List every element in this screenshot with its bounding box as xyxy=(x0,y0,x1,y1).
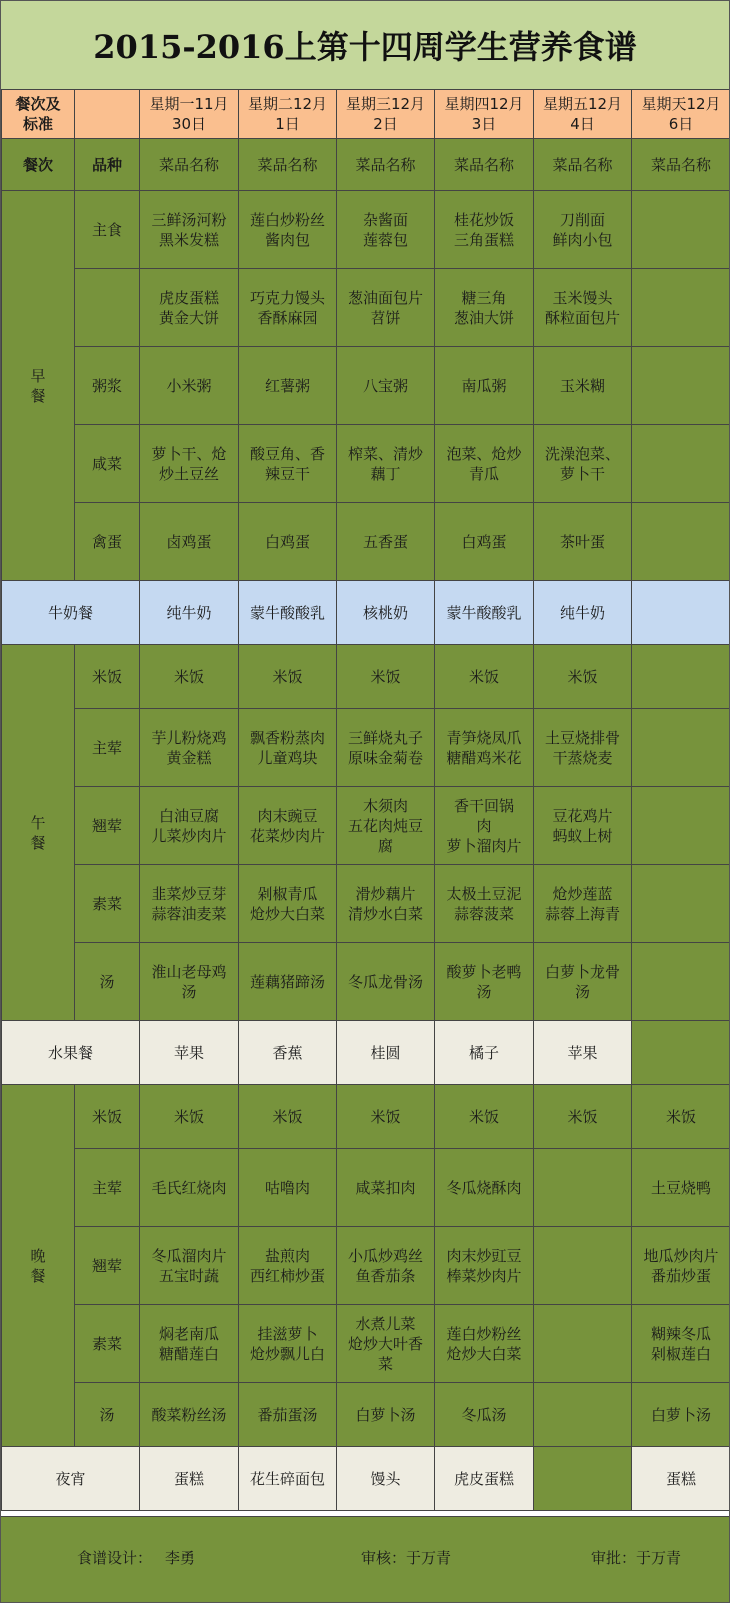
lunch-row xyxy=(2,787,731,865)
late-snack-label: 夜宵 xyxy=(2,1447,140,1511)
lunch-dish: 土豆烧排骨 干蒸烧麦 xyxy=(534,709,632,787)
breakfast-dish: 洗澡泡菜、 萝卜干 xyxy=(534,425,632,503)
milk-meal-row xyxy=(2,581,731,645)
dinner-dish xyxy=(534,1227,632,1305)
lunch-category: 汤 xyxy=(75,943,140,1021)
milk-meal-item: 蒙牛酸酸乳 xyxy=(435,581,534,645)
footer xyxy=(1,1516,729,1603)
breakfast-dish: 小米粥 xyxy=(140,347,239,425)
breakfast-dish: 三鲜汤河粉 黑米发糕 xyxy=(140,191,239,269)
approver-text: 审批：于万青 xyxy=(591,1549,682,1567)
milk-meal-item: 纯牛奶 xyxy=(140,581,239,645)
breakfast-dish: 泡菜、炝炒 青瓜 xyxy=(435,425,534,503)
lunch-dish: 白萝卜龙骨 汤 xyxy=(534,943,632,1021)
dinner-dish: 水煮儿菜 炝炒大叶香 菜 xyxy=(337,1305,435,1383)
dinner-category: 米饭 xyxy=(75,1085,140,1149)
breakfast-dish: 葱油面包片 苕饼 xyxy=(337,269,435,347)
dinner-dish: 小瓜炒鸡丝 鱼香茄条 xyxy=(337,1227,435,1305)
dinner-category: 主荤 xyxy=(75,1149,140,1227)
dinner-dish: 挂滋萝卜 炝炒飘儿白 xyxy=(239,1305,337,1383)
lunch-label: 午 餐 xyxy=(2,645,75,1021)
header-blank xyxy=(75,90,140,139)
breakfast-dish: 白鸡蛋 xyxy=(435,503,534,581)
dinner-category: 翘荤 xyxy=(75,1227,140,1305)
fruit-meal-item: 苹果 xyxy=(534,1021,632,1085)
breakfast-row xyxy=(2,347,731,425)
lunch-dish: 米饭 xyxy=(140,645,239,709)
lunch-category: 米饭 xyxy=(75,645,140,709)
page-title: 2015-2016上第十四周学生营养食谱 xyxy=(1,1,729,90)
breakfast-dish: 南瓜粥 xyxy=(435,347,534,425)
breakfast-dish: 巧克力馒头 香酥麻园 xyxy=(239,269,337,347)
dinner-dish xyxy=(534,1383,632,1447)
late-snack-row xyxy=(2,1447,731,1511)
lunch-dish: 三鲜烧丸子 原味金菊卷 xyxy=(337,709,435,787)
lunch-dish: 韭菜炒豆芽 蒜蓉油麦菜 xyxy=(140,865,239,943)
dinner-dish xyxy=(534,1149,632,1227)
breakfast-dish: 白鸡蛋 xyxy=(239,503,337,581)
lunch-row xyxy=(2,709,731,787)
breakfast-dish: 茶叶蛋 xyxy=(534,503,632,581)
fruit-meal-label: 水果餐 xyxy=(2,1021,140,1085)
late-snack-item xyxy=(534,1447,632,1511)
breakfast-dish: 糖三角 葱油大饼 xyxy=(435,269,534,347)
breakfast-dish: 八宝粥 xyxy=(337,347,435,425)
lunch-category: 翘荤 xyxy=(75,787,140,865)
breakfast-dish: 莲白炒粉丝 酱肉包 xyxy=(239,191,337,269)
lunch-row xyxy=(2,865,731,943)
lunch-dish: 飘香粉蒸肉 儿童鸡块 xyxy=(239,709,337,787)
dinner-dish: 米饭 xyxy=(140,1085,239,1149)
breakfast-dish: 卤鸡蛋 xyxy=(140,503,239,581)
category-column-header: 品种 xyxy=(75,139,140,191)
breakfast-row xyxy=(2,191,731,269)
dinner-row xyxy=(2,1305,731,1383)
dinner-row xyxy=(2,1085,731,1149)
dish-column-header: 菜品名称 xyxy=(435,139,534,191)
dinner-dish: 米饭 xyxy=(632,1085,731,1149)
lunch-dish: 米饭 xyxy=(534,645,632,709)
lunch-dish: 莲藕猪蹄汤 xyxy=(239,943,337,1021)
late-snack-item: 馒头 xyxy=(337,1447,435,1511)
fruit-meal-item xyxy=(632,1021,731,1085)
lunch-dish: 米饭 xyxy=(435,645,534,709)
breakfast-dish: 杂酱面 莲蓉包 xyxy=(337,191,435,269)
dinner-dish: 白萝卜汤 xyxy=(632,1383,731,1447)
designer-label: 食谱设计： xyxy=(77,1549,153,1567)
dinner-dish: 米饭 xyxy=(239,1085,337,1149)
lunch-dish: 米饭 xyxy=(239,645,337,709)
day-header: 星期三12月 2日 xyxy=(337,90,435,139)
breakfast-dish: 虎皮蛋糕 黄金大饼 xyxy=(140,269,239,347)
dinner-dish: 米饭 xyxy=(534,1085,632,1149)
breakfast-dish: 玉米馒头 酥粒面包片 xyxy=(534,269,632,347)
late-snack-item: 蛋糕 xyxy=(632,1447,731,1511)
milk-meal-label: 牛奶餐 xyxy=(2,581,140,645)
breakfast-category: 禽蛋 xyxy=(75,503,140,581)
meal-column-header: 餐次 xyxy=(2,139,75,191)
dinner-dish: 咕噜肉 xyxy=(239,1149,337,1227)
dinner-category: 素菜 xyxy=(75,1305,140,1383)
lunch-dish: 炝炒莲蓝 蒜蓉上海青 xyxy=(534,865,632,943)
breakfast-row xyxy=(2,425,731,503)
lunch-dish xyxy=(632,943,731,1021)
dinner-dish: 咸菜扣肉 xyxy=(337,1149,435,1227)
day-header: 星期二12月 1日 xyxy=(239,90,337,139)
lunch-category: 素菜 xyxy=(75,865,140,943)
lunch-dish: 肉末豌豆 花菜炒肉片 xyxy=(239,787,337,865)
milk-meal-item: 纯牛奶 xyxy=(534,581,632,645)
dinner-dish: 焖老南瓜 糖醋莲白 xyxy=(140,1305,239,1383)
milk-meal-item: 蒙牛酸酸乳 xyxy=(239,581,337,645)
lunch-dish: 太极土豆泥 蒜蓉菠菜 xyxy=(435,865,534,943)
breakfast-dish xyxy=(632,269,731,347)
dinner-dish: 毛氏红烧肉 xyxy=(140,1149,239,1227)
lunch-row xyxy=(2,645,731,709)
lunch-dish xyxy=(632,709,731,787)
lunch-dish xyxy=(632,645,731,709)
late-snack-item: 蛋糕 xyxy=(140,1447,239,1511)
breakfast-dish: 酸豆角、香 辣豆干 xyxy=(239,425,337,503)
day-header: 星期五12月 4日 xyxy=(534,90,632,139)
header-corner: 餐次及 标准 xyxy=(2,90,75,139)
breakfast-dish: 红薯粥 xyxy=(239,347,337,425)
dish-column-header: 菜品名称 xyxy=(632,139,731,191)
lunch-category: 主荤 xyxy=(75,709,140,787)
lunch-dish: 芋儿粉烧鸡 黄金糕 xyxy=(140,709,239,787)
fruit-meal-item: 橘子 xyxy=(435,1021,534,1085)
dinner-dish: 白萝卜汤 xyxy=(337,1383,435,1447)
day-header: 星期一11月 30日 xyxy=(140,90,239,139)
dinner-dish: 肉末炒豇豆 棒菜炒肉片 xyxy=(435,1227,534,1305)
breakfast-row xyxy=(2,503,731,581)
dish-column-header: 菜品名称 xyxy=(239,139,337,191)
dinner-dish: 番茄蛋汤 xyxy=(239,1383,337,1447)
lunch-row xyxy=(2,943,731,1021)
lunch-dish: 滑炒藕片 清炒水白菜 xyxy=(337,865,435,943)
breakfast-dish xyxy=(632,191,731,269)
breakfast-dish: 萝卜干、炝 炒土豆丝 xyxy=(140,425,239,503)
dinner-dish: 糊辣冬瓜 剁椒莲白 xyxy=(632,1305,731,1383)
breakfast-dish: 桂花炒饭 三角蛋糕 xyxy=(435,191,534,269)
milk-meal-item xyxy=(632,581,731,645)
breakfast-dish: 五香蛋 xyxy=(337,503,435,581)
day-header: 星期天12月 6日 xyxy=(632,90,731,139)
breakfast-label: 早 餐 xyxy=(2,191,75,581)
late-snack-item: 虎皮蛋糕 xyxy=(435,1447,534,1511)
dinner-category: 汤 xyxy=(75,1383,140,1447)
lunch-dish: 豆花鸡片 蚂蚁上树 xyxy=(534,787,632,865)
menu-table xyxy=(1,89,730,1511)
milk-meal-item: 核桃奶 xyxy=(337,581,435,645)
dinner-dish: 米饭 xyxy=(435,1085,534,1149)
breakfast-category xyxy=(75,269,140,347)
breakfast-dish: 玉米糊 xyxy=(534,347,632,425)
breakfast-category: 粥浆 xyxy=(75,347,140,425)
dinner-dish: 土豆烧鸭 xyxy=(632,1149,731,1227)
lunch-dish xyxy=(632,865,731,943)
dish-column-header: 菜品名称 xyxy=(534,139,632,191)
breakfast-dish: 榨菜、清炒 藕丁 xyxy=(337,425,435,503)
dinner-dish: 盐煎肉 西红柿炒蛋 xyxy=(239,1227,337,1305)
lunch-dish: 青笋烧凤爪 糖醋鸡米花 xyxy=(435,709,534,787)
dinner-row xyxy=(2,1383,731,1447)
breakfast-category: 咸菜 xyxy=(75,425,140,503)
fruit-meal-item: 苹果 xyxy=(140,1021,239,1085)
fruit-meal-item: 桂圆 xyxy=(337,1021,435,1085)
dinner-dish: 酸菜粉丝汤 xyxy=(140,1383,239,1447)
lunch-dish: 酸萝卜老鸭 汤 xyxy=(435,943,534,1021)
lunch-dish: 木须肉 五花肉炖豆 腐 xyxy=(337,787,435,865)
dish-column-header: 菜品名称 xyxy=(337,139,435,191)
breakfast-dish xyxy=(632,503,731,581)
dinner-row xyxy=(2,1149,731,1227)
lunch-dish: 剁椒青瓜 炝炒大白菜 xyxy=(239,865,337,943)
fruit-meal-item: 香蕉 xyxy=(239,1021,337,1085)
breakfast-dish xyxy=(632,347,731,425)
header-row xyxy=(2,90,731,139)
fruit-meal-row xyxy=(2,1021,731,1085)
dinner-dish: 米饭 xyxy=(337,1085,435,1149)
breakfast-row xyxy=(2,269,731,347)
dinner-dish: 地瓜炒肉片 番茄炒蛋 xyxy=(632,1227,731,1305)
dinner-dish: 莲白炒粉丝 炝炒大白菜 xyxy=(435,1305,534,1383)
lunch-dish: 白油豆腐 儿菜炒肉片 xyxy=(140,787,239,865)
dinner-row xyxy=(2,1227,731,1305)
dinner-dish: 冬瓜汤 xyxy=(435,1383,534,1447)
dinner-dish xyxy=(534,1305,632,1383)
subheader-row xyxy=(2,139,731,191)
breakfast-dish: 刀削面 鲜肉小包 xyxy=(534,191,632,269)
dinner-dish: 冬瓜溜肉片 五宝时蔬 xyxy=(140,1227,239,1305)
lunch-dish: 淮山老母鸡 汤 xyxy=(140,943,239,1021)
breakfast-dish xyxy=(632,425,731,503)
lunch-dish: 香干回锅 肉 萝卜溜肉片 xyxy=(435,787,534,865)
day-header: 星期四12月 3日 xyxy=(435,90,534,139)
lunch-dish xyxy=(632,787,731,865)
designer-name: 李勇 xyxy=(165,1549,196,1567)
dish-column-header: 菜品名称 xyxy=(140,139,239,191)
breakfast-category: 主食 xyxy=(75,191,140,269)
late-snack-item: 花生碎面包 xyxy=(239,1447,337,1511)
dinner-label: 晚 餐 xyxy=(2,1085,75,1447)
lunch-dish: 冬瓜龙骨汤 xyxy=(337,943,435,1021)
lunch-dish: 米饭 xyxy=(337,645,435,709)
dinner-dish: 冬瓜烧酥肉 xyxy=(435,1149,534,1227)
reviewer-text: 审核：于万青 xyxy=(361,1549,452,1567)
